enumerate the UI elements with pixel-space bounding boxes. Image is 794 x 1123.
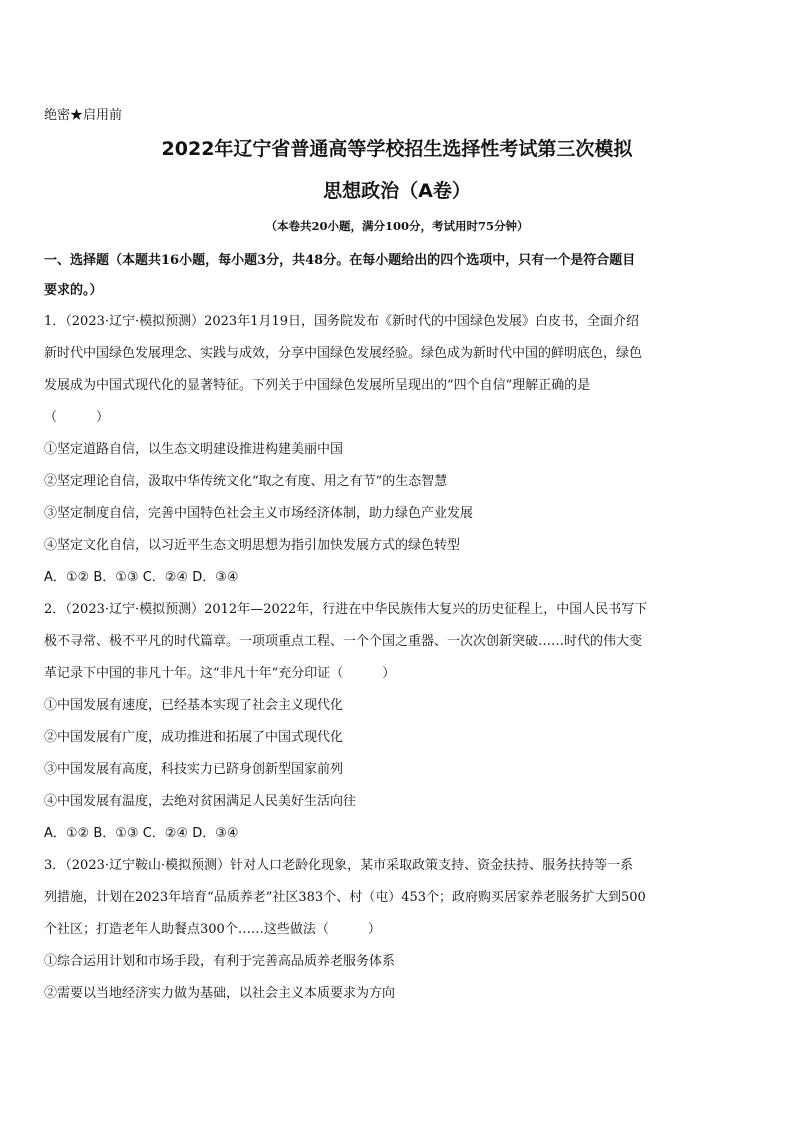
question-list — [44, 306, 756, 1010]
question-text: 极不寻常、极不平凡的时代篇章。一项项重点工程、一个个国之重器、一次次创新突破……时代的伟大变 — [44, 634, 643, 649]
exam-subtitle: 思想政治（A卷） — [323, 180, 471, 202]
statement-item: ②中国发展有广度，成功推进和拓展了中国式现代化 — [44, 730, 344, 745]
question-text: 革记录下中国的非凡十年。这“非凡十年”充分印证（ ） — [44, 666, 396, 681]
section-line: 要求的。） — [44, 283, 103, 298]
question-text: 个社区；打造老年人助餐点300个……这些做法（ ） — [44, 922, 381, 937]
statement-item: ①综合运用计划和市场手段，有利于完善高品质养老服务体系 — [44, 954, 396, 969]
question-3 — [44, 850, 756, 1010]
question-text: 2．（2023·辽宁·模拟预测）2012年—2022年，行进在中华民族伟大复兴的历史征程上，中国人民书写下 — [44, 602, 648, 617]
exam-title: 2022年辽宁省普通高等学校招生选择性考试第三次模拟 — [161, 138, 633, 160]
question-text: 发展成为中国式现代化的显著特征。下列关于中国绿色发展所呈现出的“四个自信”理解正确的是 — [44, 378, 591, 393]
statement-item: ①中国发展有速度，已经基本实现了社会主义现代化 — [44, 698, 344, 713]
statement-item: ④中国发展有温度，去绝对贫困满足人民美好生活向往 — [44, 794, 357, 809]
answer-options: A．①② B．①③ C．②④ D．③④ — [44, 826, 239, 841]
question-text: 1．（2023·辽宁·模拟预测）2023年1月19日，国务院发布《新时代的中国绿色发展》白皮书，全面介绍 — [44, 314, 640, 329]
question-1 — [44, 306, 756, 594]
question-2 — [44, 594, 756, 850]
question-text: 新时代中国绿色发展理念、实践与成效，分享中国绿色发展经验。绿色成为新时代中国的鲜明底色，绿色 — [44, 346, 643, 361]
answer-options: A．①② B．①③ C．②④ D．③④ — [44, 570, 239, 585]
statement-item: ③中国发展有高度，科技实力已跻身创新型国家前列 — [44, 762, 344, 777]
statement-item: ②需要以当地经济实力做为基础，以社会主义本质要求为方向 — [44, 986, 396, 1001]
statement-item: ③坚定制度自信，完善中国特色社会主义市场经济体制，助力绿色产业发展 — [44, 506, 474, 521]
statement-item: ④坚定文化自信，以习近平生态文明思想为指引加快发展方式的绿色转型 — [44, 538, 461, 553]
section-line: 一、选择题（本题共16小题，每小题3分，共48分。在每小题给出的四个选项中，只有一个是符合题目 — [44, 253, 636, 268]
answer-blank: （ ） — [44, 410, 110, 425]
section-heading — [44, 246, 756, 306]
question-text: 列措施，计划在2023年培育“品质养老”社区383个、村（屯）453个；政府购买居家养老服务扩大到500 — [44, 890, 646, 905]
statement-item: ②坚定理论自信，汲取中华传统文化“取之有度、用之有节”的生态智慧 — [44, 474, 448, 489]
statement-item: ①坚定道路自信，以生态文明建设推进构建美丽中国 — [44, 442, 344, 457]
exam-note: （本卷共20小题，满分100分，考试用时75分钟） — [265, 219, 529, 233]
question-text: 3．（2023·辽宁鞍山·模拟预测）针对人口老龄化现象，某市采取政策支持、资金扶持、服务扶持等一系 — [44, 858, 634, 873]
confidential-mark: 绝密★启用前 — [44, 108, 123, 123]
